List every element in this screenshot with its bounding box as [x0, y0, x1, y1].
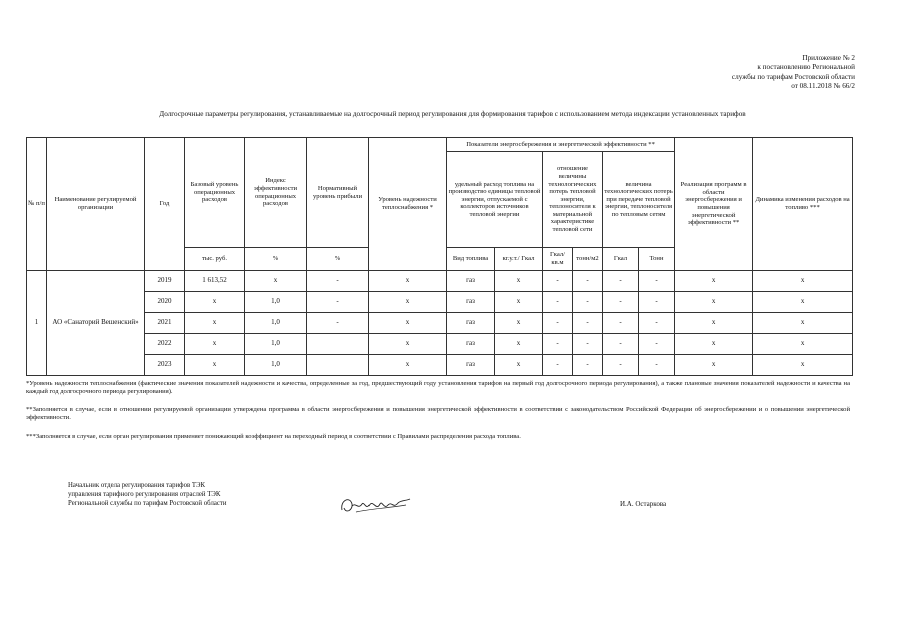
table-row	[27, 334, 853, 355]
signatory-line-1: Начальник отдела регулирования тарифов ТЭК	[68, 482, 206, 489]
unit-index: %	[245, 248, 307, 271]
table-row	[27, 292, 853, 313]
header-dynamics: Динамика изменения расходов на топливо ***	[753, 138, 853, 271]
appendix-line-2: к постановлению Региональной	[757, 63, 855, 72]
footnote-reliability: *Уровень надежности теплоснабжения (фактические значения показателей надежности и качества, определенные за год, предшествующий году установления тарифов на первый год долгосрочного периода регулирования), а также плановые значения показателей надежности и качества на каждый год долгосрочного периода регулирования).	[26, 380, 850, 396]
cell-dynamics: х	[753, 313, 853, 334]
cell-index: 1,0	[245, 292, 307, 313]
footnote-fuel: ***Заполняется в случае, если орган регулирования применяет понижающий коэффициент на переходный период в соответствии с Правилами распределения расхода топлива.	[26, 433, 521, 440]
org-name: АО «Санаторий Вешенский»	[47, 271, 145, 376]
unit-value-1: Гкал	[603, 248, 639, 271]
cell-program: х	[675, 271, 753, 292]
unit-base: тыс. руб.	[185, 248, 245, 271]
table-row	[27, 355, 853, 376]
cell-dynamics: х	[753, 334, 853, 355]
cell-v1: -	[603, 271, 639, 292]
cell-year: 2022	[145, 334, 185, 355]
cell-fuel: х	[495, 313, 543, 334]
cell-reliability: х	[369, 292, 447, 313]
signatory-name: И.А. Остаркова	[620, 500, 667, 508]
cell-r2: -	[573, 355, 603, 376]
header-org: Наименование регулируемой организации	[47, 138, 145, 271]
cell-index: 1,0	[245, 313, 307, 334]
cell-r2: -	[573, 334, 603, 355]
cell-fuel-type: газ	[447, 313, 495, 334]
org-number: 1	[27, 271, 47, 376]
header-program: Реализация программ в области энергосбережения и повышения энергетической эффективности **	[675, 138, 753, 271]
header-energy-group: Показатели энергосбережения и энергетической эффективности **	[447, 138, 675, 152]
cell-index: 1,0	[245, 355, 307, 376]
cell-v1: -	[603, 355, 639, 376]
cell-dynamics: х	[753, 292, 853, 313]
cell-dynamics: х	[753, 355, 853, 376]
cell-program: х	[675, 334, 753, 355]
cell-base: х	[185, 292, 245, 313]
handwritten-signature	[336, 492, 416, 520]
table-row	[27, 271, 853, 292]
cell-fuel-type: газ	[447, 334, 495, 355]
cell-fuel-type: газ	[447, 292, 495, 313]
cell-profit	[307, 355, 369, 376]
cell-profit: -	[307, 292, 369, 313]
cell-fuel: х	[495, 334, 543, 355]
cell-r1: -	[543, 271, 573, 292]
cell-reliability: х	[369, 313, 447, 334]
cell-program: х	[675, 355, 753, 376]
parameters-table	[26, 137, 853, 376]
cell-fuel: х	[495, 271, 543, 292]
cell-v2: -	[639, 313, 675, 334]
cell-r2: -	[573, 313, 603, 334]
cell-profit	[307, 334, 369, 355]
cell-index: 1,0	[245, 334, 307, 355]
cell-r2: -	[573, 271, 603, 292]
unit-fuel: кг.у.т./ Гкал	[495, 248, 543, 271]
cell-r1: -	[543, 334, 573, 355]
footnote-program: **Заполняется в случае, если в отношении регулируемой организации утверждена программа в области энергосбережения и повышения энергетической эффективности в соответствии с законодательством Российской Федерации об энергосбережении и о повышении энергетической эффективности.	[26, 406, 850, 422]
cell-v1: -	[603, 313, 639, 334]
cell-index: х	[245, 271, 307, 292]
unit-ratio-1: Гкал/ кв.м	[543, 248, 573, 271]
cell-r1: -	[543, 292, 573, 313]
unit-fuel-type: Вид топлива	[447, 248, 495, 271]
signatory-line-3: Региональной службы по тарифам Ростовской области	[68, 500, 227, 507]
cell-r1: -	[543, 355, 573, 376]
header-profit: Нормативный уровень прибыли	[307, 138, 369, 248]
cell-v2: -	[639, 271, 675, 292]
cell-program: х	[675, 292, 753, 313]
cell-fuel: х	[495, 292, 543, 313]
cell-v2: -	[639, 292, 675, 313]
header-losses-ratio: отношение величины технологических потерь тепловой энергии, теплоносителя к материальной характеристике тепловой сети	[543, 152, 603, 248]
header-year: Год	[145, 138, 185, 271]
cell-year: 2020	[145, 292, 185, 313]
cell-r2: -	[573, 292, 603, 313]
cell-v2: -	[639, 334, 675, 355]
cell-v2: -	[639, 355, 675, 376]
appendix-line-4: от 08.11.2018 № 66/2	[791, 82, 855, 91]
appendix-line-1: Приложение № 2	[802, 54, 855, 62]
unit-ratio-2: тонн/м2	[573, 248, 603, 271]
cell-base: х	[185, 334, 245, 355]
cell-fuel-type: газ	[447, 271, 495, 292]
cell-year: 2019	[145, 271, 185, 292]
cell-r1: -	[543, 313, 573, 334]
cell-fuel: х	[495, 355, 543, 376]
cell-reliability: х	[369, 271, 447, 292]
unit-value-2: Тонн	[639, 248, 675, 271]
header-base: Базовый уровень операционных расходов	[185, 138, 245, 248]
header-row-top	[27, 138, 853, 152]
cell-program: х	[675, 313, 753, 334]
cell-reliability: х	[369, 334, 447, 355]
header-reliability: Уровень надежности теплоснабжения *	[369, 138, 447, 271]
header-losses-value: величина технологических потерь при передаче тепловой энергии, теплоносителя по тепловым сетям	[603, 152, 675, 248]
unit-profit: %	[307, 248, 369, 271]
cell-v1: -	[603, 292, 639, 313]
cell-reliability: х	[369, 355, 447, 376]
cell-profit: -	[307, 271, 369, 292]
cell-base: х	[185, 313, 245, 334]
table-row	[27, 313, 853, 334]
appendix-line-3: службы по тарифам Ростовской области	[731, 72, 855, 81]
cell-fuel-type: газ	[447, 355, 495, 376]
signatory-line-2: управления тарифного регулирования отраслей ТЭК	[68, 491, 221, 498]
cell-year: 2023	[145, 355, 185, 376]
signatory-position	[68, 481, 227, 508]
cell-profit: -	[307, 313, 369, 334]
header-fuel: удельный расход топлива на производство единицы тепловой энергии, отпускаемой с коллекторов источников тепловой энергии	[447, 152, 543, 248]
cell-dynamics: х	[753, 271, 853, 292]
header-index: Индекс эффективности операционных расходов	[245, 138, 307, 248]
document-title: Долгосрочные параметры регулирования, устанавливаемые на долгосрочный период регулирования для формирования тарифов с использованием метода индексации установленных тарифов	[159, 110, 746, 118]
cell-v1: -	[603, 334, 639, 355]
appendix-header	[732, 54, 855, 92]
cell-base: х	[185, 355, 245, 376]
cell-year: 2021	[145, 313, 185, 334]
header-num: № п/п	[27, 138, 47, 271]
cell-base: 1 613,52	[185, 271, 245, 292]
